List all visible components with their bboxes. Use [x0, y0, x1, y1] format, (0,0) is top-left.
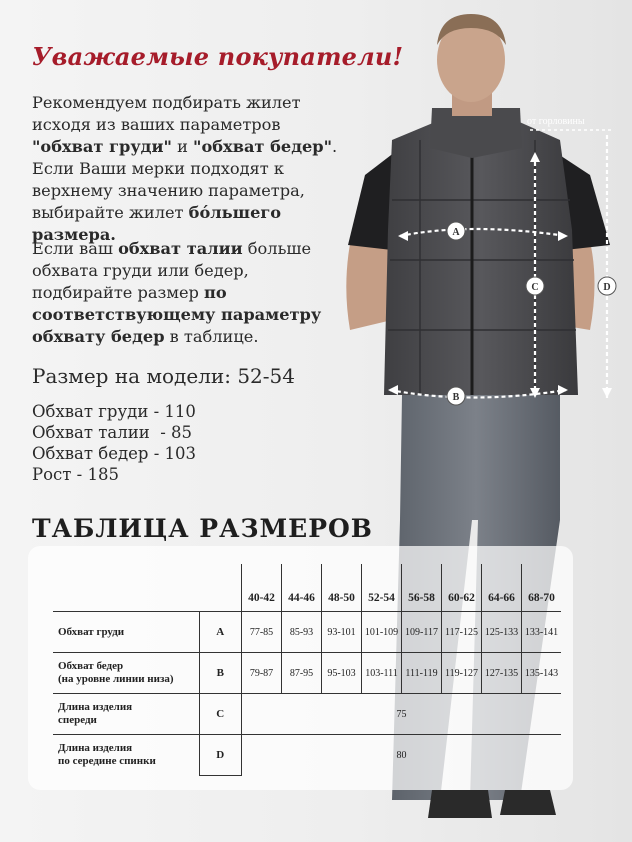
table-cell: 133-141: [522, 612, 562, 653]
table-cell: 135-143: [522, 653, 562, 694]
size-header: 44-46: [282, 564, 322, 612]
table-row-hips: [53, 653, 561, 694]
table-cell: 79-87: [242, 653, 282, 694]
table-cell: 127-135: [482, 653, 522, 694]
table-row-chest: [53, 612, 561, 653]
intro-line: выбирайте жилет бо́льшего размера.: [32, 203, 282, 244]
size-table-title: ТАБЛИЦА РАЗМЕРОВ: [32, 514, 373, 543]
table-cell: 109-117: [402, 612, 442, 653]
model-chest: Обхват груди - 110: [32, 402, 196, 421]
neckline-label: от горловины: [527, 116, 585, 127]
size-header: 56-58: [402, 564, 442, 612]
size-header: 68-70: [522, 564, 562, 612]
svg-text:A: A: [452, 227, 460, 238]
intro-line: верхнему значению параметра,: [32, 181, 305, 200]
size-header: 60-62: [442, 564, 482, 612]
row-label: Обхват груди: [53, 612, 199, 653]
waist-note-paragraph: [32, 238, 342, 348]
table-cell: 111-119: [402, 653, 442, 694]
intro-line: исходя из ваших параметров: [32, 115, 281, 134]
recommendation-paragraph: [32, 92, 362, 246]
table-row-front-length: [53, 694, 561, 735]
table-cell-span: 75: [242, 694, 562, 735]
waist-line: Если ваш обхват талии больше: [32, 239, 312, 258]
marker-a: [447, 222, 465, 240]
table-cell: 103-111: [362, 653, 402, 694]
table-cell-span: 80: [242, 735, 562, 776]
table-cell: 95-103: [322, 653, 362, 694]
table-cell: 125-133: [482, 612, 522, 653]
intro-line: Рекомендуем подбирать жилет: [32, 93, 301, 112]
waist-line: подбирайте размер по: [32, 283, 227, 302]
size-table-card: [28, 546, 573, 790]
size-table: [53, 564, 561, 776]
size-header-row: [53, 564, 561, 612]
row-code: C: [199, 694, 242, 735]
size-header: 52-54: [362, 564, 402, 612]
row-label: Длина изделия спереди: [53, 694, 199, 735]
row-code: B: [199, 653, 242, 694]
table-cell: 77-85: [242, 612, 282, 653]
table-cell: 85-93: [282, 612, 322, 653]
size-header: 48-50: [322, 564, 362, 612]
waist-line: обхвата груди или бедер,: [32, 261, 249, 280]
table-cell: 119-127: [442, 653, 482, 694]
row-code: A: [199, 612, 242, 653]
intro-line: "обхват груди" и "обхват бедер".: [32, 137, 338, 156]
size-header: 40-42: [242, 564, 282, 612]
row-label: Длина изделия по середине спинки: [53, 735, 199, 776]
row-label: Обхват бедер (на уровне линии низа): [53, 653, 199, 694]
intro-line: Если Ваши мерки подходят к: [32, 159, 284, 178]
row-code: D: [199, 735, 242, 776]
size-header: 64-66: [482, 564, 522, 612]
page-title: Уважаемые покупатели!: [32, 42, 404, 71]
marker-d: [598, 277, 616, 295]
svg-text:C: C: [531, 282, 539, 293]
model-size: Размер на модели: 52-54: [32, 364, 295, 388]
waist-line: обхвату бедер в таблице.: [32, 327, 259, 346]
table-row-back-length: [53, 735, 561, 776]
table-cell: 101-109: [362, 612, 402, 653]
marker-c: [526, 277, 544, 295]
model-waist: Обхват талии - 85: [32, 423, 193, 442]
table-cell: 93-101: [322, 612, 362, 653]
table-cell: 117-125: [442, 612, 482, 653]
table-cell: 87-95: [282, 653, 322, 694]
model-height: Рост - 185: [32, 465, 119, 484]
model-measurements: [32, 401, 196, 485]
marker-b: [447, 387, 465, 405]
model-hips: Обхват бедер - 103: [32, 444, 197, 463]
waist-line: соответствующему параметру: [32, 305, 322, 324]
svg-text:D: D: [603, 282, 611, 293]
svg-text:B: B: [452, 392, 460, 403]
